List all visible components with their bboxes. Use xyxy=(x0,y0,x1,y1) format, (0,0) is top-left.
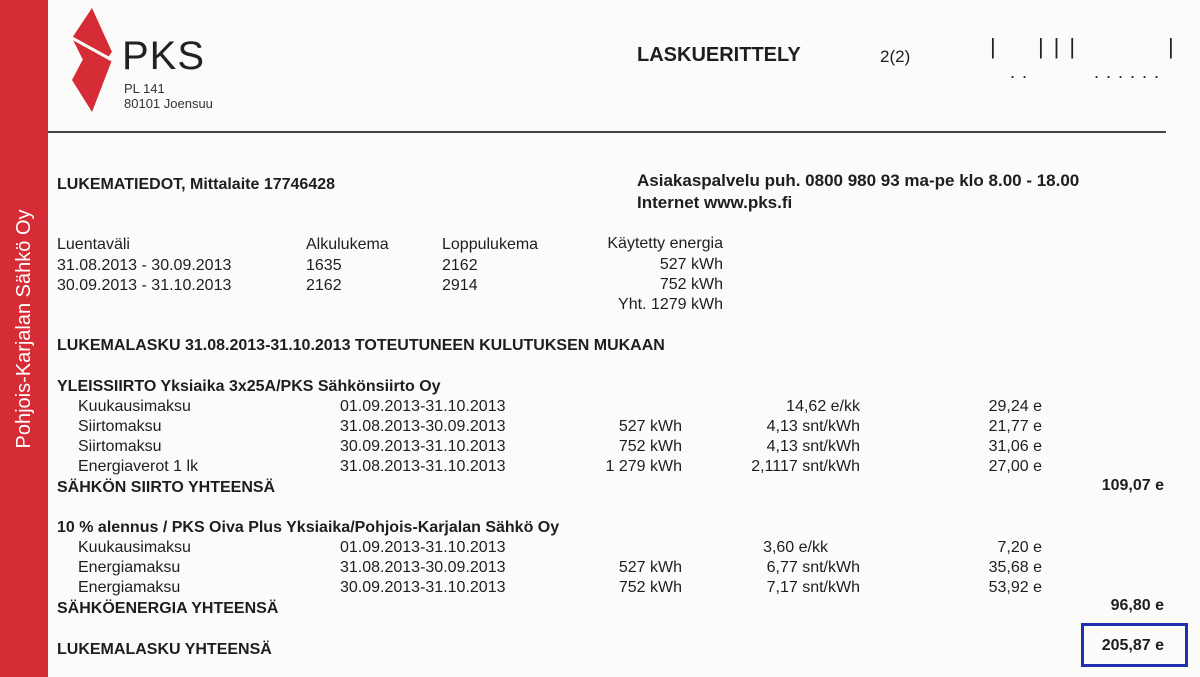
line-item-unit-price: 14,62 e/kk xyxy=(786,398,860,415)
grand-total-value: 205,87 e xyxy=(1101,637,1164,654)
readings-total: Yht. 1279 kWh xyxy=(618,296,723,313)
line-item-quantity: 752 kWh xyxy=(618,438,682,455)
readings-row-1-end: 2162 xyxy=(442,257,478,274)
transfer-total-label: SÄHKÖN SIIRTO YHTEENSÄ xyxy=(57,479,276,496)
barcode-mark-right: | xyxy=(1168,34,1184,59)
line-item-name: Kuukausimaksu xyxy=(78,539,191,556)
line-item-name: Siirtomaksu xyxy=(78,418,162,435)
address-line-1: PL 141 xyxy=(124,81,165,96)
line-item-unit-price: 4,13 snt/kWh xyxy=(766,438,860,455)
barcode-marks: | ||| xyxy=(990,34,1086,59)
readings-header-period: Luentaväli xyxy=(57,236,130,253)
line-item-name: Energiaverot 1 lk xyxy=(78,458,199,475)
readings-row-1-start: 1635 xyxy=(306,257,342,274)
transfer-total-value: 109,07 e xyxy=(1101,477,1164,494)
readings-header-energy: Käytetty energia xyxy=(607,235,723,252)
readings-row-2-period: 30.09.2013 - 31.10.2013 xyxy=(57,277,232,294)
line-item-name: Siirtomaksu xyxy=(78,438,162,455)
readings-row-1-period: 31.08.2013 - 30.09.2013 xyxy=(57,257,232,274)
readings-row-2-energy: 752 kWh xyxy=(659,276,723,293)
header-divider xyxy=(48,131,1166,133)
pks-diamond-logo-icon xyxy=(72,8,112,112)
line-item-name: Energiamaksu xyxy=(78,579,181,596)
line-item-period: 31.08.2013-30.09.2013 xyxy=(340,418,506,435)
line-item-period: 31.08.2013-31.10.2013 xyxy=(340,458,506,475)
energy-total-label: SÄHKÖENERGIA YHTEENSÄ xyxy=(57,600,279,617)
readings-row-2-end: 2914 xyxy=(442,277,478,294)
readings-row-2-start: 2162 xyxy=(306,277,342,294)
meter-title: LUKEMATIEDOT, Mittalaite 17746428 xyxy=(57,176,336,193)
bill-title: LUKEMALASKU 31.08.2013-31.10.2013 TOTEUTUNEEN KULUTUKSEN MUKAAN xyxy=(57,337,665,354)
energy-total-value: 96,80 e xyxy=(1110,597,1164,614)
line-item-period: 01.09.2013-31.10.2013 xyxy=(340,398,506,415)
line-item-quantity: 527 kWh xyxy=(618,559,682,576)
line-item-amount: 7,20 e xyxy=(997,539,1042,556)
line-item-unit-price: 7,17 snt/kWh xyxy=(766,579,860,596)
barcode-dots: .. ...... xyxy=(1010,62,1167,82)
page-number: 2(2) xyxy=(880,47,911,66)
line-item-name: Energiamaksu xyxy=(78,559,181,576)
line-item-quantity: 752 kWh xyxy=(618,579,682,596)
line-item-period: 31.08.2013-30.09.2013 xyxy=(340,559,506,576)
line-item-amount: 29,24 e xyxy=(988,398,1042,415)
line-item-unit-price: 6,77 snt/kWh xyxy=(766,559,860,576)
line-item-amount: 31,06 e xyxy=(988,438,1042,455)
energy-section-title: 10 % alennus / PKS Oiva Plus Yksiaika/Pohjois-Karjalan Sähkö Oy xyxy=(57,519,560,536)
readings-header-end: Loppulukema xyxy=(442,236,539,253)
line-item-amount: 21,77 e xyxy=(988,418,1042,435)
readings-header-start: Alkulukema xyxy=(306,236,389,253)
readings-row-1-energy: 527 kWh xyxy=(659,256,723,273)
company-vertical-text: Pohjois-Karjalan Sähkö Oy xyxy=(13,209,35,449)
line-item-period: 30.09.2013-31.10.2013 xyxy=(340,438,506,455)
customer-service-line: Asiakaspalvelu puh. 0800 980 93 ma-pe klo 8.00 - 18.00 xyxy=(637,171,1080,190)
line-item-quantity: 1 279 kWh xyxy=(605,458,682,475)
sender-address xyxy=(124,81,213,111)
line-item-period: 30.09.2013-31.10.2013 xyxy=(340,579,506,596)
line-item-name: Kuukausimaksu xyxy=(78,398,191,415)
logo-wordmark: PKS xyxy=(122,34,206,78)
line-item-unit-price: 4,13 snt/kWh xyxy=(766,418,860,435)
grand-total-label: LUKEMALASKU YHTEENSÄ xyxy=(57,641,272,658)
document-title: LASKUERITTELY xyxy=(637,44,801,66)
line-item-period: 01.09.2013-31.10.2013 xyxy=(340,539,506,556)
internet-line: Internet www.pks.fi xyxy=(637,193,793,212)
line-item-amount: 27,00 e xyxy=(988,458,1042,475)
address-line-2: 80101 Joensuu xyxy=(124,96,213,111)
line-item-amount: 35,68 e xyxy=(988,559,1042,576)
sidebar-band xyxy=(0,0,48,677)
line-item-unit-price: 2,1117 snt/kWh xyxy=(751,458,860,475)
line-item-unit-price: 3,60 e/kk xyxy=(763,539,828,556)
line-item-quantity: 527 kWh xyxy=(618,418,682,435)
transfer-section-title: YLEISSIIRTO Yksiaika 3x25A/PKS Sähkönsiirto Oy xyxy=(57,378,441,395)
line-item-amount: 53,92 e xyxy=(988,579,1042,596)
